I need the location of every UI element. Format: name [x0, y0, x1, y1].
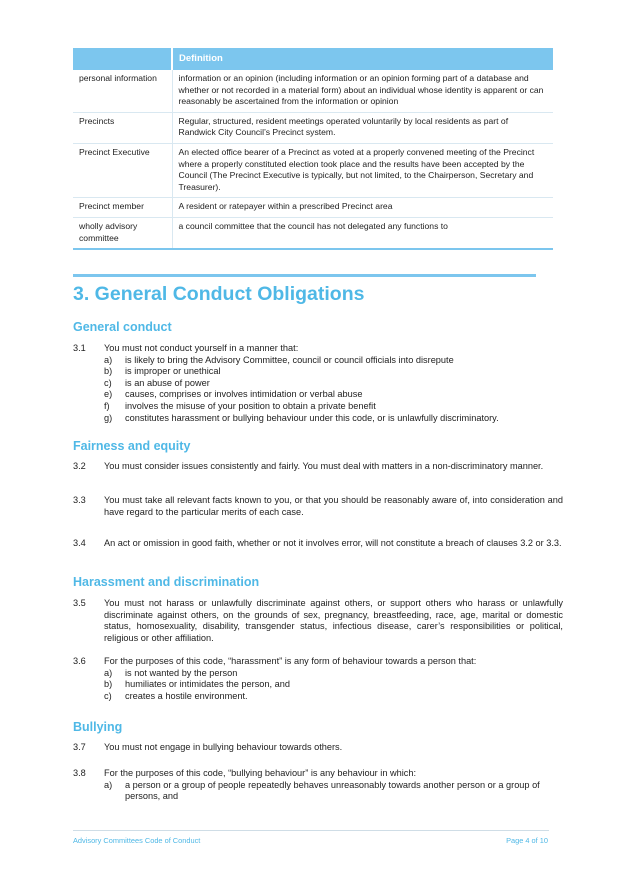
item-letter: g)	[104, 412, 113, 423]
clause-number: 3.2	[73, 461, 86, 471]
clause-3-1	[73, 343, 563, 424]
definition-text: A resident or ratepayer within a prescribed Precinct area	[172, 198, 553, 218]
clause-item	[104, 378, 563, 390]
clause-text: For the purposes of this code, “harassment” is any form of behaviour towards a person that:	[104, 656, 477, 666]
clause-number: 3.5	[73, 598, 86, 608]
clause-item	[104, 691, 563, 703]
clause-number: 3.7	[73, 742, 86, 752]
clause-text: You must consider issues consistently and fairly. You must deal with matters in a non-discriminatory manner.	[104, 461, 544, 471]
clause-item	[104, 401, 563, 413]
definition-term: Precinct Executive	[73, 143, 172, 197]
item-letter: a)	[104, 667, 113, 678]
definition-term: personal information	[73, 70, 172, 112]
footer-page-number: Page 4 of 10	[506, 836, 548, 845]
definition-term: Precincts	[73, 112, 172, 143]
heading-fairness-equity: Fairness and equity	[73, 439, 191, 453]
item-letter: a)	[104, 354, 113, 365]
item-letter: b)	[104, 679, 113, 690]
clause-3-7	[73, 742, 563, 754]
clause-3-2	[73, 461, 563, 473]
clause-number: 3.6	[73, 656, 86, 666]
definition-row	[73, 143, 553, 197]
clause-number: 3.4	[73, 538, 86, 548]
heading-harassment-discrimination: Harassment and discrimination	[73, 575, 260, 589]
clause-number: 3.3	[73, 495, 86, 505]
clause-number: 3.8	[73, 768, 86, 778]
item-text: creates a hostile environment.	[125, 690, 248, 701]
item-text: causes, comprises or involves intimidation or verbal abuse	[125, 389, 363, 400]
definition-text: information or an opinion (including information or an opinion forming part of a database and whether or not recorded in a material form) about an individual whose identity is apparent or can reasonably be ascertained from the information or opinion	[172, 70, 553, 112]
item-text: is not wanted by the person	[125, 667, 238, 678]
definition-text: Regular, structured, resident meetings operated voluntarily by local residents as part of Randwick City Council’s Precinct system.	[172, 112, 553, 143]
item-text: is an abuse of power	[125, 377, 210, 388]
item-letter: c)	[104, 377, 112, 388]
clause-item	[104, 679, 563, 691]
clause-item	[104, 355, 563, 367]
definition-term: Precinct member	[73, 198, 172, 218]
definitions-header-row	[73, 48, 553, 70]
clause-text: You must not harass or unlawfully discriminate against others, or support others who harass or unlawfully discriminate against others, on the grounds of sex, pregnancy, breastfeeding, race, age, marital or domestic status, homosexuality, disability, transgender status, infectious disease, carer’s responsibilities or political, religious or other affiliation.	[104, 598, 563, 643]
item-text: a person or a group of people repeatedly behaves unreasonably towards another person or a group of persons, and	[125, 779, 540, 802]
footer-divider	[73, 830, 549, 831]
clause-text: An act or omission in good faith, whether or not it involves error, will not constitute a breach of clauses 3.2 or 3.3.	[104, 538, 562, 548]
clause-3-8	[73, 768, 563, 803]
clause-3-6	[73, 656, 563, 702]
definition-row	[73, 217, 553, 249]
item-text: constitutes harassment or bullying behaviour under this code, or is unlawfully discriminatory.	[125, 412, 499, 423]
clause-item	[104, 668, 563, 680]
item-text: is likely to bring the Advisory Committee, council or council officials into disrepute	[125, 354, 454, 365]
clause-3-5	[73, 598, 563, 644]
item-letter: b)	[104, 366, 113, 377]
term-column-header	[73, 48, 172, 70]
clause-item	[104, 366, 563, 378]
definition-row	[73, 70, 553, 112]
item-letter: e)	[104, 389, 113, 400]
clause-3-3	[73, 495, 563, 518]
item-text: humiliates or intimidates the person, and	[125, 679, 290, 690]
footer-document-title: Advisory Committees Code of Conduct	[73, 836, 201, 845]
clause-number: 3.1	[73, 343, 86, 353]
heading-bullying: Bullying	[73, 720, 123, 734]
clause-item	[104, 389, 563, 401]
clause-text: You must not conduct yourself in a manner that:	[104, 343, 299, 353]
item-text: involves the misuse of your position to obtain a private benefit	[125, 400, 376, 411]
clause-3-4	[73, 538, 563, 550]
definition-column-header: Definition	[172, 48, 553, 70]
item-letter: f)	[104, 400, 110, 411]
definition-row	[73, 198, 553, 218]
item-letter: a)	[104, 779, 113, 790]
item-letter: c)	[104, 690, 112, 701]
item-text: is improper or unethical	[125, 366, 221, 377]
heading-general-conduct: General conduct	[73, 320, 172, 334]
definitions-table	[73, 48, 553, 250]
clause-text: For the purposes of this code, “bullying behaviour” is any behaviour in which:	[104, 768, 417, 778]
clause-text: You must not engage in bullying behaviour towards others.	[104, 742, 343, 752]
definition-text: An elected office bearer of a Precinct as voted at a properly convened meeting of the Precinct where a properly constituted election took place and the results have been accepted by the Council (The Precinct Executive is typically, but not limited, to the Chairperson, Secretary and Treasurer).	[172, 143, 553, 197]
clause-text: You must take all relevant facts known to you, or that you should be reasonably aware of, into consideration and have regard to the particular merits of each case.	[104, 495, 563, 517]
definition-term: wholly advisory committee	[73, 217, 172, 249]
section-title: 3. General Conduct Obligations	[73, 283, 365, 305]
clause-item	[104, 780, 563, 803]
definition-row	[73, 112, 553, 143]
section-divider	[73, 274, 536, 277]
clause-item	[104, 413, 563, 425]
definition-text: a council committee that the council has not delegated any functions to	[172, 217, 553, 249]
